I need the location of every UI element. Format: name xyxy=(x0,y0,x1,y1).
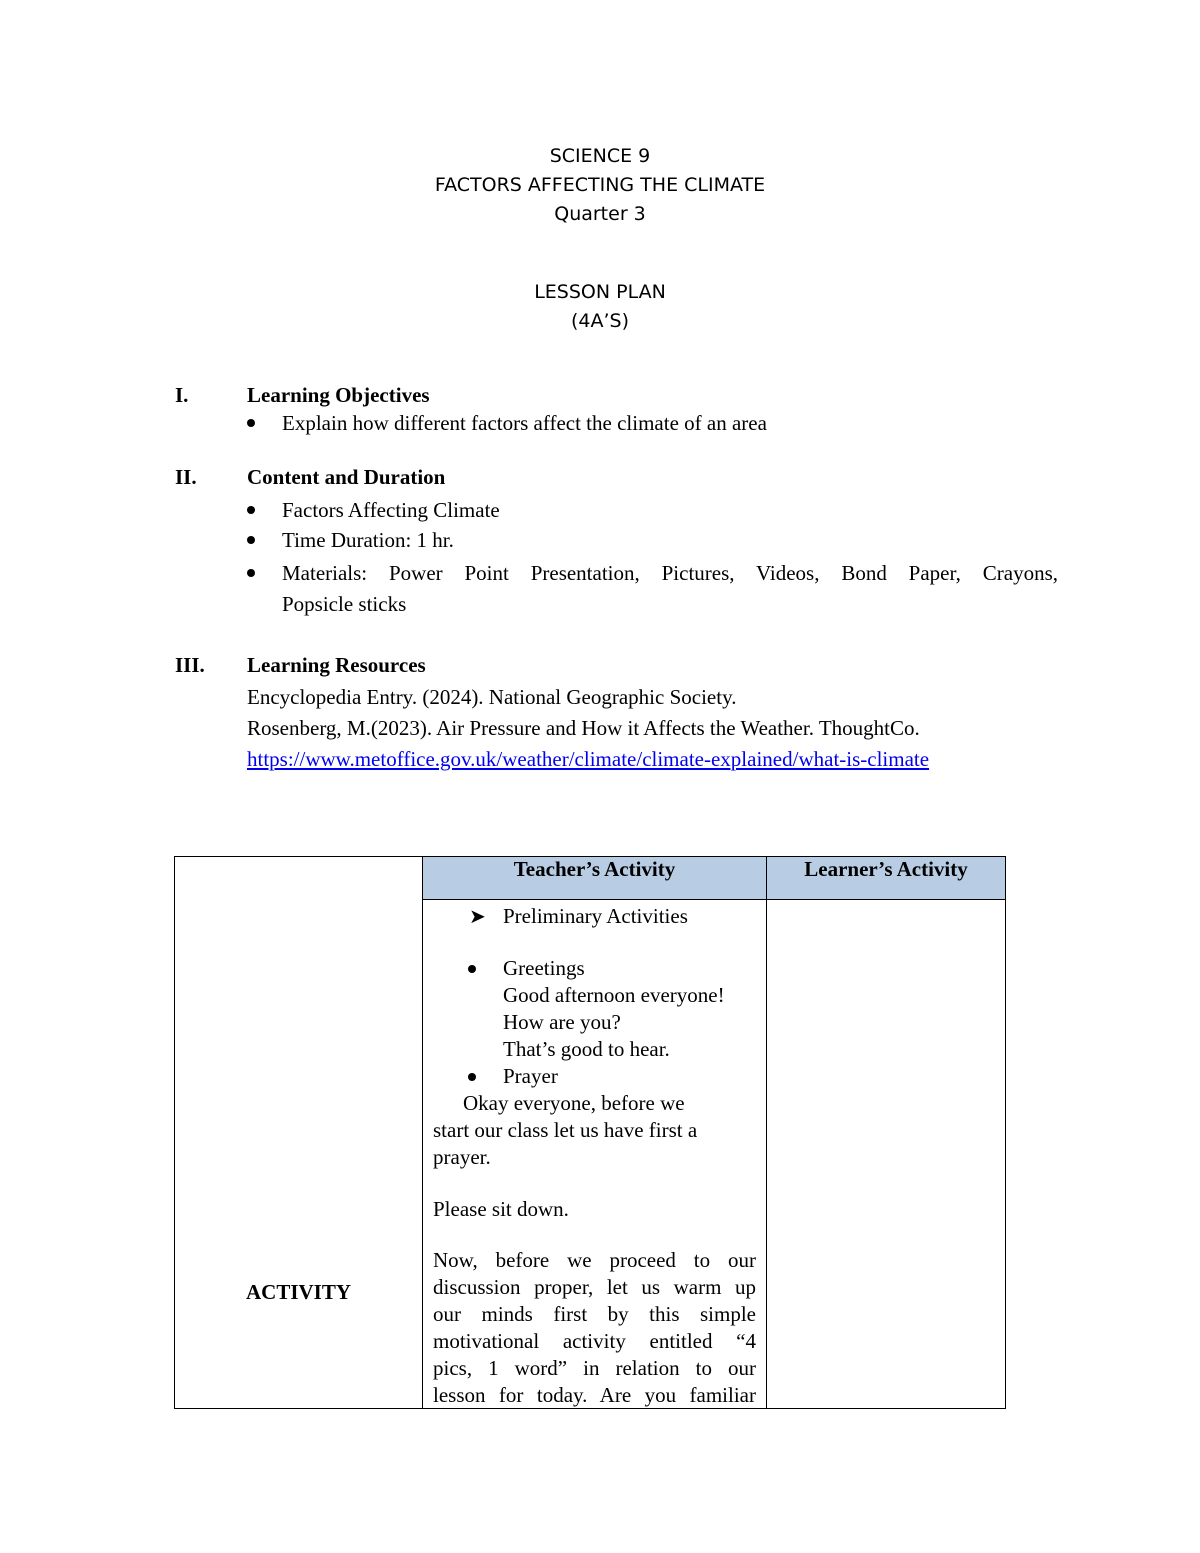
teacher-line: pics, 1 word” in relation to our xyxy=(433,1356,756,1381)
teacher-line: motivational activity entitled “4 xyxy=(433,1329,756,1354)
bullet-icon xyxy=(247,569,255,577)
teacher-line: How are you? xyxy=(503,1010,621,1035)
teacher-line: Now, before we proceed to our xyxy=(433,1248,756,1273)
bullet-icon xyxy=(247,419,255,427)
bullet-icon xyxy=(247,506,255,514)
teacher-line: Please sit down. xyxy=(433,1197,569,1222)
bullet-icon xyxy=(468,965,476,973)
resource-entry: Rosenberg, M.(2023). Air Pressure and How it Affects the Weather. ThoughtCo. xyxy=(247,716,920,740)
content-item: Factors Affecting Climate xyxy=(282,498,500,522)
subject-title: SCIENCE 9 xyxy=(549,145,651,167)
learner-activity-cell xyxy=(767,900,1006,1409)
bullet-icon xyxy=(468,1073,476,1081)
phase-label: ACTIVITY xyxy=(245,1280,352,1304)
section-title: Learning Objectives xyxy=(247,383,430,407)
section-number: I. xyxy=(175,383,189,407)
section-number: III. xyxy=(175,653,205,677)
teacher-activity-cell xyxy=(423,900,767,1409)
teacher-line: discussion proper, let us warm up xyxy=(433,1275,756,1300)
teacher-activity-header: Teacher’s Activity xyxy=(423,857,767,900)
section-title: Content and Duration xyxy=(247,465,446,489)
teacher-line: lesson for today. Are you familiar xyxy=(433,1383,756,1408)
teacher-line: Good afternoon everyone! xyxy=(503,983,725,1008)
lesson-table xyxy=(174,856,1006,1409)
teacher-line: our minds first by this simple xyxy=(433,1302,756,1327)
greetings-heading: Greetings xyxy=(503,956,585,981)
teacher-line: Okay everyone, before we xyxy=(463,1091,685,1116)
method-label: (4A’S) xyxy=(570,310,629,332)
content-item-continued: Popsicle sticks xyxy=(282,592,407,616)
content-item: Materials: Power Point Presentation, Pictures, Videos, Bond Paper, Crayons, xyxy=(282,561,1058,585)
teacher-line: start our class let us have first a xyxy=(433,1118,698,1143)
arrowhead-icon: ➤ xyxy=(469,906,486,929)
teacher-line: prayer. xyxy=(433,1145,491,1170)
bullet-icon xyxy=(247,536,255,544)
learner-activity-header: Learner’s Activity xyxy=(767,857,1006,900)
topic-title: FACTORS AFFECTING THE CLIMATE xyxy=(434,174,766,196)
prayer-heading: Prayer xyxy=(503,1064,558,1089)
teacher-line: That’s good to hear. xyxy=(503,1037,670,1062)
phase-cell xyxy=(175,857,423,1409)
doc-type-title: LESSON PLAN xyxy=(534,281,666,303)
section-title: Learning Resources xyxy=(247,653,426,677)
content-item: Time Duration: 1 hr. xyxy=(282,528,454,552)
section-number: II. xyxy=(175,465,197,489)
preliminary-heading: Preliminary Activities xyxy=(503,904,688,929)
resource-entry: Encyclopedia Entry. (2024). National Geographic Society. xyxy=(247,685,737,709)
quarter-label: Quarter 3 xyxy=(554,203,646,225)
objective-item: Explain how different factors affect the climate of an area xyxy=(282,411,767,435)
resource-link[interactable]: https://www.metoffice.gov.uk/weather/climate/climate-explained/what-is-climate xyxy=(247,747,930,771)
